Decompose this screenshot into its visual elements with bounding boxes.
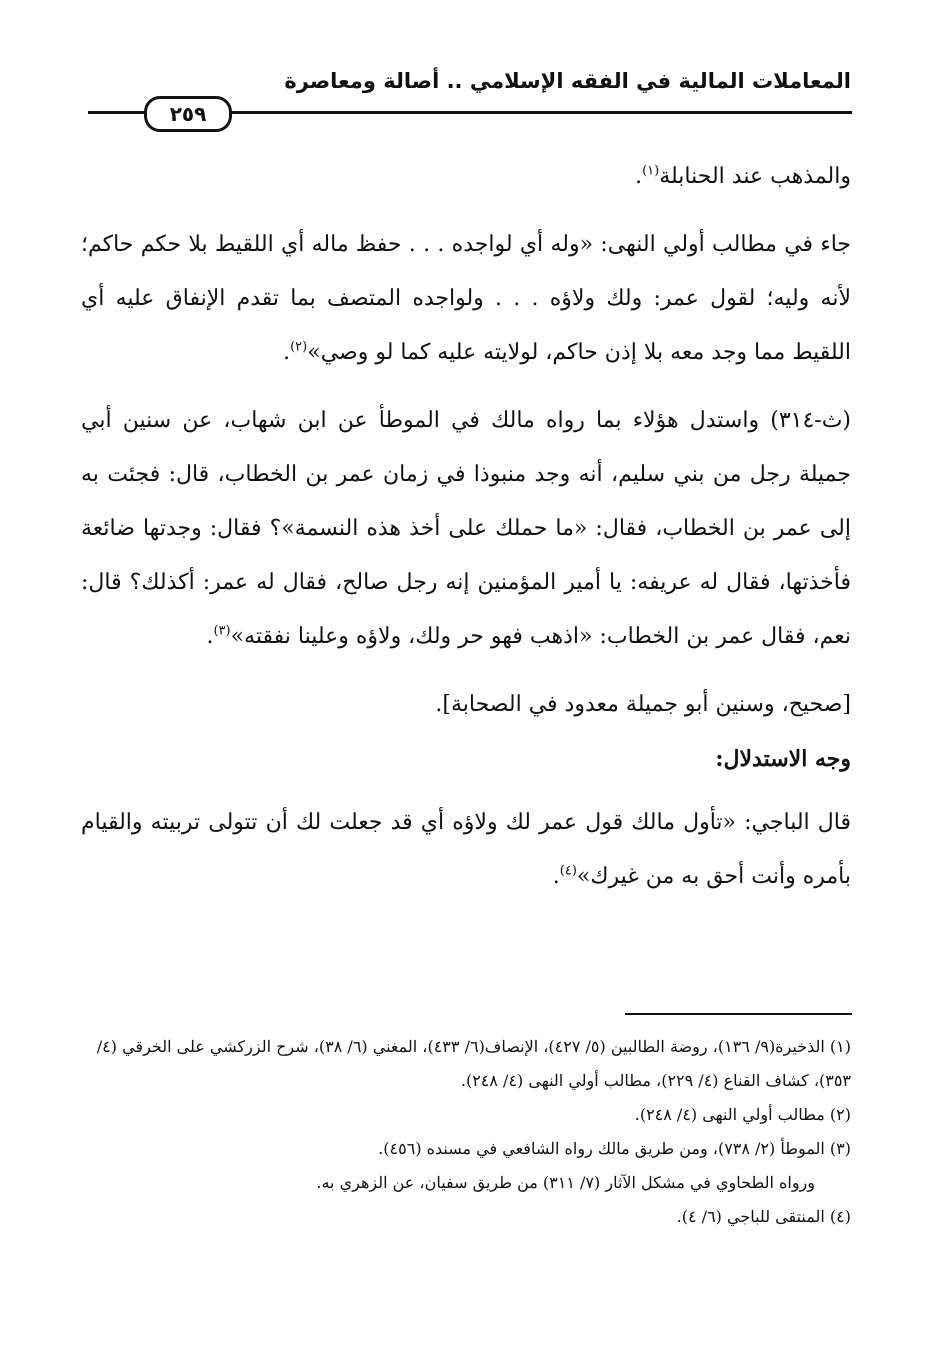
paragraph-text: جاء في مطالب أولي النهى: «وله أي لواجده . . . حفظ ماله أي اللقيط بلا حكم حاكم؛ لأنه وليه؛ لقول عمر: ولك ولاؤه . . . ولواجده المتصف بما تقدم الإنفاق عليه أي اللقيط مما وجد معه بلا إذن حاكم، لولايته عليه كما لو وصي» <box>81 232 851 365</box>
footnote-ref-2: (٢) <box>290 339 308 355</box>
footnote-3-continuation: ورواه الطحاوي في مشكل الآثار (٧/ ٣١١) من طريق سفيان، عن الزهري به. <box>316 1173 815 1192</box>
footnote-3: (٣) الموطأ (٢/ ٧٣٨)، ومن طريق مالك رواه الشافعي في مسنده (٤٥٦). <box>378 1139 851 1158</box>
main-text <box>81 150 851 918</box>
paragraph-end: . <box>206 624 214 649</box>
footnote-2: (٢) مطالب أولي النهى (٤/ ٢٤٨). <box>634 1105 851 1124</box>
paragraph-text: (ث-٣١٤) واستدل هؤلاء بما رواه مالك في الموطأ عن ابن شهاب، عن سنين أبي جميلة رجل من بني سليم، أنه وجد منبوذا في زمان عمر بن الخطاب، قال: فجئت به إلى عمر بن الخطاب، فقال: «ما حملك على أخذ هذه النسمة»؟ فقال: وجدتها ضائعة فأخذتها، فقال له عريفه: يا أمير المؤمنين إنه رجل صالح، فقال له عمر: أكذلك؟ قال: نعم، فقال عمر بن الخطاب: «اذهب فهو حر ولك، ولاؤه وعلينا نفقته» <box>81 408 852 649</box>
section-heading: وجه الاستدلال: <box>715 746 851 772</box>
paragraph-athar-314 <box>81 394 851 664</box>
paragraph-end: . <box>552 864 560 889</box>
paragraph-end: . <box>283 340 291 365</box>
footnote-4: (٤) المنتقى للباجي (٦/ ٤). <box>676 1207 851 1226</box>
footnote-ref-4: (٤) <box>559 863 577 879</box>
paragraph-hanbali-view <box>81 150 851 204</box>
authenticity-verdict: [صحيح، وسنين أبو جميلة معدود في الصحابة]. <box>435 692 851 717</box>
footnotes <box>61 1030 851 1234</box>
paragraph-baji-quote <box>81 796 851 904</box>
footnote-ref-3: (٣) <box>213 623 231 639</box>
footnote-1: (١) الذخيرة(٩/ ١٣٦)، روضة الطالبين (٥/ ٤٢٧)، الإنصاف(٦/ ٤٣٣)، المغني (٦/ ٣٨)، شرح الزركشي على الخرقي (٤/ ٣٥٣)، كشاف القناع (٤/ ٢٢٩)، مطالب أولي النهى (٤/ ٢٤٨). <box>96 1037 851 1090</box>
footnote-ref-1: (١) <box>642 163 660 179</box>
paragraph-text: قال الباجي: «تأول مالك قول عمر لك ولاؤه أي قد جعلت لك أن تتولى تربيته والقيام بأمره وأنت أحق به من غيرك» <box>81 810 851 889</box>
paragraph-end: . <box>635 164 643 189</box>
page-number: ٢٥٩ <box>144 96 232 132</box>
footnote-separator <box>625 1013 852 1015</box>
paragraph-text: والمذهب عند الحنابلة <box>659 164 851 189</box>
running-header-title: المعاملات المالية في الفقه الإسلامي .. أصالة ومعاصرة <box>284 69 851 93</box>
paragraph-matalib-quote <box>81 218 851 380</box>
